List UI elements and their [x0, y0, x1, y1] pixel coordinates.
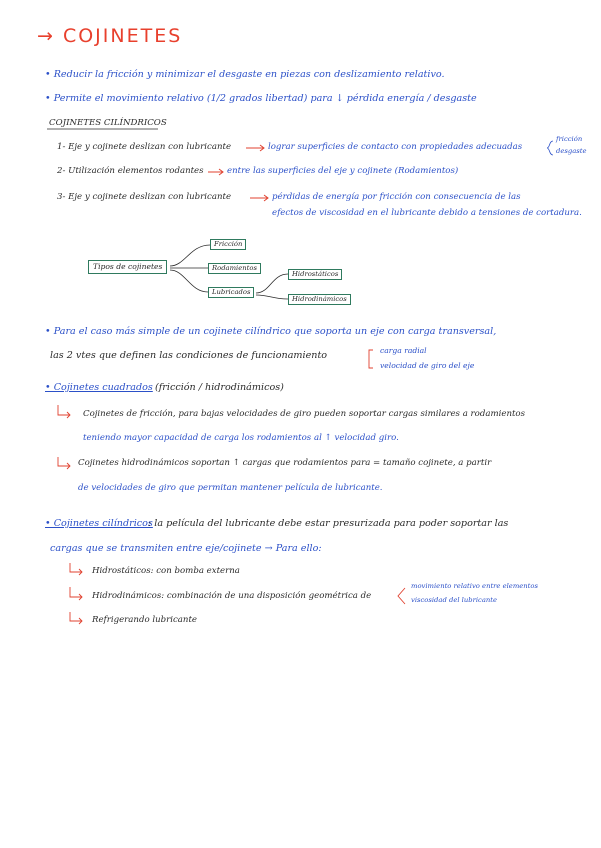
red-arrow-icon	[208, 169, 223, 175]
red-arrow-icon	[250, 195, 268, 201]
diagram-rodamientos-box: Rodamientos	[208, 263, 261, 274]
cuadrados-heading-note: (fricción / hidrodinámicos)	[155, 382, 284, 393]
diagram-root-box: Tipos de cojinetes	[88, 260, 167, 274]
l-arrow-icon	[70, 563, 82, 575]
intro-line-1: • Reducir la fricción y minimizar el desgaste en piezas con deslizamiento relativo.	[45, 69, 445, 80]
list-item-2-detail: entre las superficies del eje y cojinete (Rodamientos)	[227, 166, 459, 176]
simple-case-line-2: las 2 vtes que definen las condiciones de funcionamiento	[50, 350, 328, 361]
cilindricos-line-1: : la película del lubricante debe estar presurizada para poder soportar las	[148, 518, 509, 529]
refrigerando-line: Refrigerando lubricante	[92, 615, 198, 625]
list-item-1-lead: 1- Eje y cojinete deslizan con lubricante	[57, 142, 232, 152]
diagram-lubricados-box: Lubricados	[208, 287, 254, 298]
l-arrow-icon	[70, 612, 82, 624]
bracket-icon	[369, 350, 373, 368]
list-item-1-option-a: fricción	[556, 135, 583, 143]
condition-carga-radial: carga radial	[380, 346, 427, 355]
list-item-1-option-b: desgaste	[556, 147, 587, 155]
hidrodinamicos-line: Hidrodinámicos: combinación de una disposición geométrica de	[92, 591, 372, 601]
list-item-3-lead: 3- Eje y cojinete deslizan con lubricante	[57, 192, 232, 202]
cilindricos-line-2: cargas que se transmiten entre eje/cojinete → Para ello:	[50, 543, 322, 554]
red-arrow-icon	[246, 145, 264, 151]
bracket-icon	[398, 588, 405, 604]
page-title: → COJINETES	[37, 25, 183, 47]
simple-case-line-1: • Para el caso más simple de un cojinete cilíndrico que soporta un eje con carga transversal,	[45, 326, 497, 337]
cuadrados-b-line-1: Cojinetes hidrodinámicos soportan ↑ cargas que rodamientos para = tamaño cojinete, a partir	[78, 458, 492, 468]
hidrodinamicos-option-1: movimiento relativo entre elementos	[411, 582, 538, 590]
list-item-2-lead: 2- Utilización elementos rodantes	[57, 166, 204, 176]
hidrodinamicos-option-2: viscosidad del lubricante	[411, 596, 497, 604]
brace-icon	[547, 141, 553, 155]
list-item-1-detail: lograr superficies de contacto con propiedades adecuadas	[268, 142, 523, 152]
l-arrow-icon	[58, 457, 70, 469]
list-item-3-detail-2: efectos de viscosidad en el lubricante debido a tensiones de cortadura.	[272, 208, 582, 218]
list-item-3-detail-1: pérdidas de energía por fricción con consecuencia de las	[272, 192, 521, 202]
intro-line-2: • Permite el movimiento relativo (1/2 grados libertad) para ↓ pérdida energía / desgaste	[45, 93, 477, 104]
cuadrados-b-line-2: de velocidades de giro que permitan mantener película de lubricante.	[78, 483, 383, 493]
section-heading-cilindricos: COJINETES CILÍNDRICOS	[49, 118, 167, 128]
cilindricos-heading: • Cojinetes cilíndricos	[45, 518, 153, 529]
l-arrow-icon	[70, 587, 82, 600]
hidrostaticos-line: Hidrostáticos: con bomba externa	[92, 566, 240, 576]
condition-velocidad: velocidad de giro del eje	[380, 361, 475, 370]
cuadrados-a-line-2: teniendo mayor capacidad de carga los rodamientos al ↑ velocidad giro.	[83, 433, 399, 443]
diagram-hidrostaticos-box: Hidrostáticos	[288, 269, 342, 280]
cuadrados-a-line-1: Cojinetes de fricción, para bajas velocidades de giro pueden soportar cargas similares a rodamientos	[83, 409, 526, 419]
l-arrow-icon	[58, 405, 70, 418]
diagram-friccion-box: Fricción	[210, 239, 246, 250]
cuadrados-heading: • Cojinetes cuadrados	[45, 382, 153, 393]
diagram-hidrodinamicos-box: Hidrodinámicos	[288, 294, 351, 305]
